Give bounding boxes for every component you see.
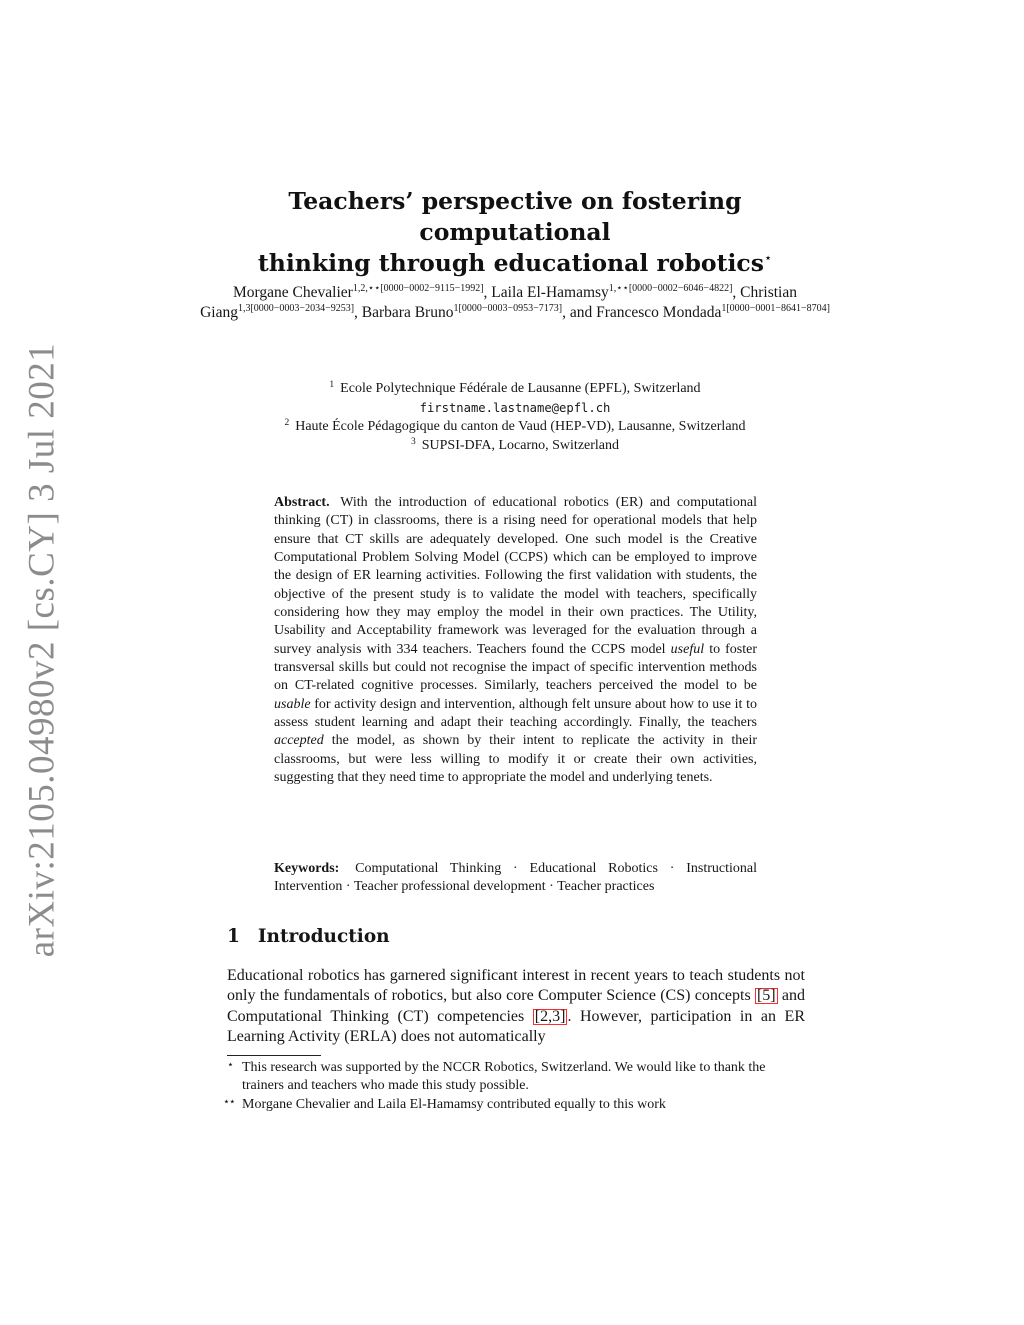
affiliation-3: $^3$ SUPSI-DFA, Locarno, Switzerland bbox=[410, 436, 620, 453]
section-title: Introduction bbox=[257, 926, 390, 947]
email: firstname.lastname@epfl.ch bbox=[419, 400, 611, 415]
footnote-text: This research was supported by the NCCR Robotics, Switzerland. We would like to thank the trainers and teachers who made this study possible. bbox=[242, 1060, 766, 1094]
footnote bbox=[223, 1095, 807, 1114]
keywords-label: Keywords: bbox=[274, 861, 340, 876]
author-list: Morgane Chevalier$^{1,2,⋆⋆[0000-0002-9115-1992]}$, Laila El-Hamamsy$^{1,⋆⋆[0000-0002-6046-4822]}$, Christian Giang$^{1,3[0000-0003-2034-9253]}$, Barbara Bruno$^{1[0000-0003-0953-7173]}$, and Francesco Mondada$^{1[0000-0001-8641-8704]}$ bbox=[200, 283, 830, 321]
author-affiliation: 1,2,⋆⋆[0000−0002−9115−1992] bbox=[352, 283, 484, 294]
author-affiliation: 1[0000−0003−0953−7173] bbox=[453, 303, 563, 314]
footnote-rule bbox=[227, 1055, 321, 1056]
author-affiliation: 1,⋆⋆[0000−0002−6046−4822] bbox=[608, 283, 733, 294]
footnotes bbox=[223, 1059, 807, 1114]
author-name: Francesco Mondada bbox=[596, 304, 722, 321]
affiliation-2: $^2$ Haute École Pédagogique du canton de Vaud (HEP-VD), Lausanne, Switzerland bbox=[284, 418, 746, 434]
title-line-1: Teachers’ perspective on fostering computational bbox=[288, 187, 742, 246]
affiliations bbox=[200, 380, 830, 455]
section-heading bbox=[227, 926, 390, 947]
title-line-2: thinking through educational robotics bbox=[257, 249, 764, 277]
footnote-mark: ⋆ bbox=[227, 1059, 234, 1071]
abstract: Abstract. With the introduction of educational robotics (ER) and computational thinking (CT) in classrooms, there is a rising need for operational models that help ensure that CT skills are adequately developed. One such model is the Creative Computational Problem Solving Model (CCPS) which can be employed to improve the design of ER learning activities. Following the first validation with students, the objective of the present study is to validate the model with teachers, specifically considering how they may employ the model in their own practices. The Utility, Usability and Acceptability framework was leveraged for the evaluation through a survey analysis with 334 teachers. Teachers found the CCPS model useful to foster transversal skills but could not recognise the impact of specific intervention methods on CT-related cognitive processes. Similarly, teachers perceived the model to be usable for activity design and intervention, although felt unsure about how to use it to assess student learning and adapt their teaching accordingly. Finally, the teachers accepted the model, as shown by their intent to replicate the activity in their classrooms, but were less willing to modify it or create their own activities, suggesting that they need time to appropriate the model and underlying tenets. bbox=[274, 495, 758, 786]
author-affiliation: 1[0000−0001−8641−8704] bbox=[721, 303, 830, 314]
title-footnote-mark: ⋆ bbox=[763, 251, 773, 266]
author-name: Barbara Bruno bbox=[361, 304, 454, 321]
abstract-label: Abstract. bbox=[274, 495, 330, 510]
arxiv-id: arXiv:2105.04980v2 [cs.CY] 3 Jul 2021 bbox=[21, 342, 63, 958]
citation-link[interactable]: [5] bbox=[756, 987, 776, 1005]
affiliation-1: $^1$ Ecole Polytechnique Fédérale de Lausanne (EPFL), Switzerland bbox=[329, 380, 701, 396]
author-name: Christian Giang bbox=[200, 284, 797, 321]
author-name: Morgane Chevalier bbox=[233, 284, 353, 301]
author-name: Laila El-Hamamsy bbox=[491, 284, 609, 301]
affiliation-email bbox=[200, 399, 830, 419]
keywords-text: Computational Thinking · Educational Robotics · Instructional Intervention · Teacher professional development · Teacher practices bbox=[274, 861, 757, 895]
footnote-text: Morgane Chevalier and Laila El-Hamamsy contributed equally to this work bbox=[242, 1096, 666, 1112]
author-affiliation: 1,3[0000−0003−2034−9253] bbox=[237, 303, 355, 314]
paper-title bbox=[200, 186, 830, 279]
citation-link[interactable]: [2,3] bbox=[534, 1007, 566, 1025]
footnote bbox=[227, 1059, 807, 1096]
intro-paragraph: Educational robotics has garnered significant interest in recent years to teach students not only the fundamentals of robotics, but also core Computer Science (CS) concepts [5] and Computational Thinking (CT) competencies [2,3] . However, participation in an ER Learning Activity (ERLA) does not automatically bbox=[227, 967, 805, 1045]
keywords bbox=[274, 860, 757, 897]
footnote-mark: ⋆⋆ bbox=[223, 1095, 235, 1108]
section-number: 1 bbox=[227, 926, 240, 947]
